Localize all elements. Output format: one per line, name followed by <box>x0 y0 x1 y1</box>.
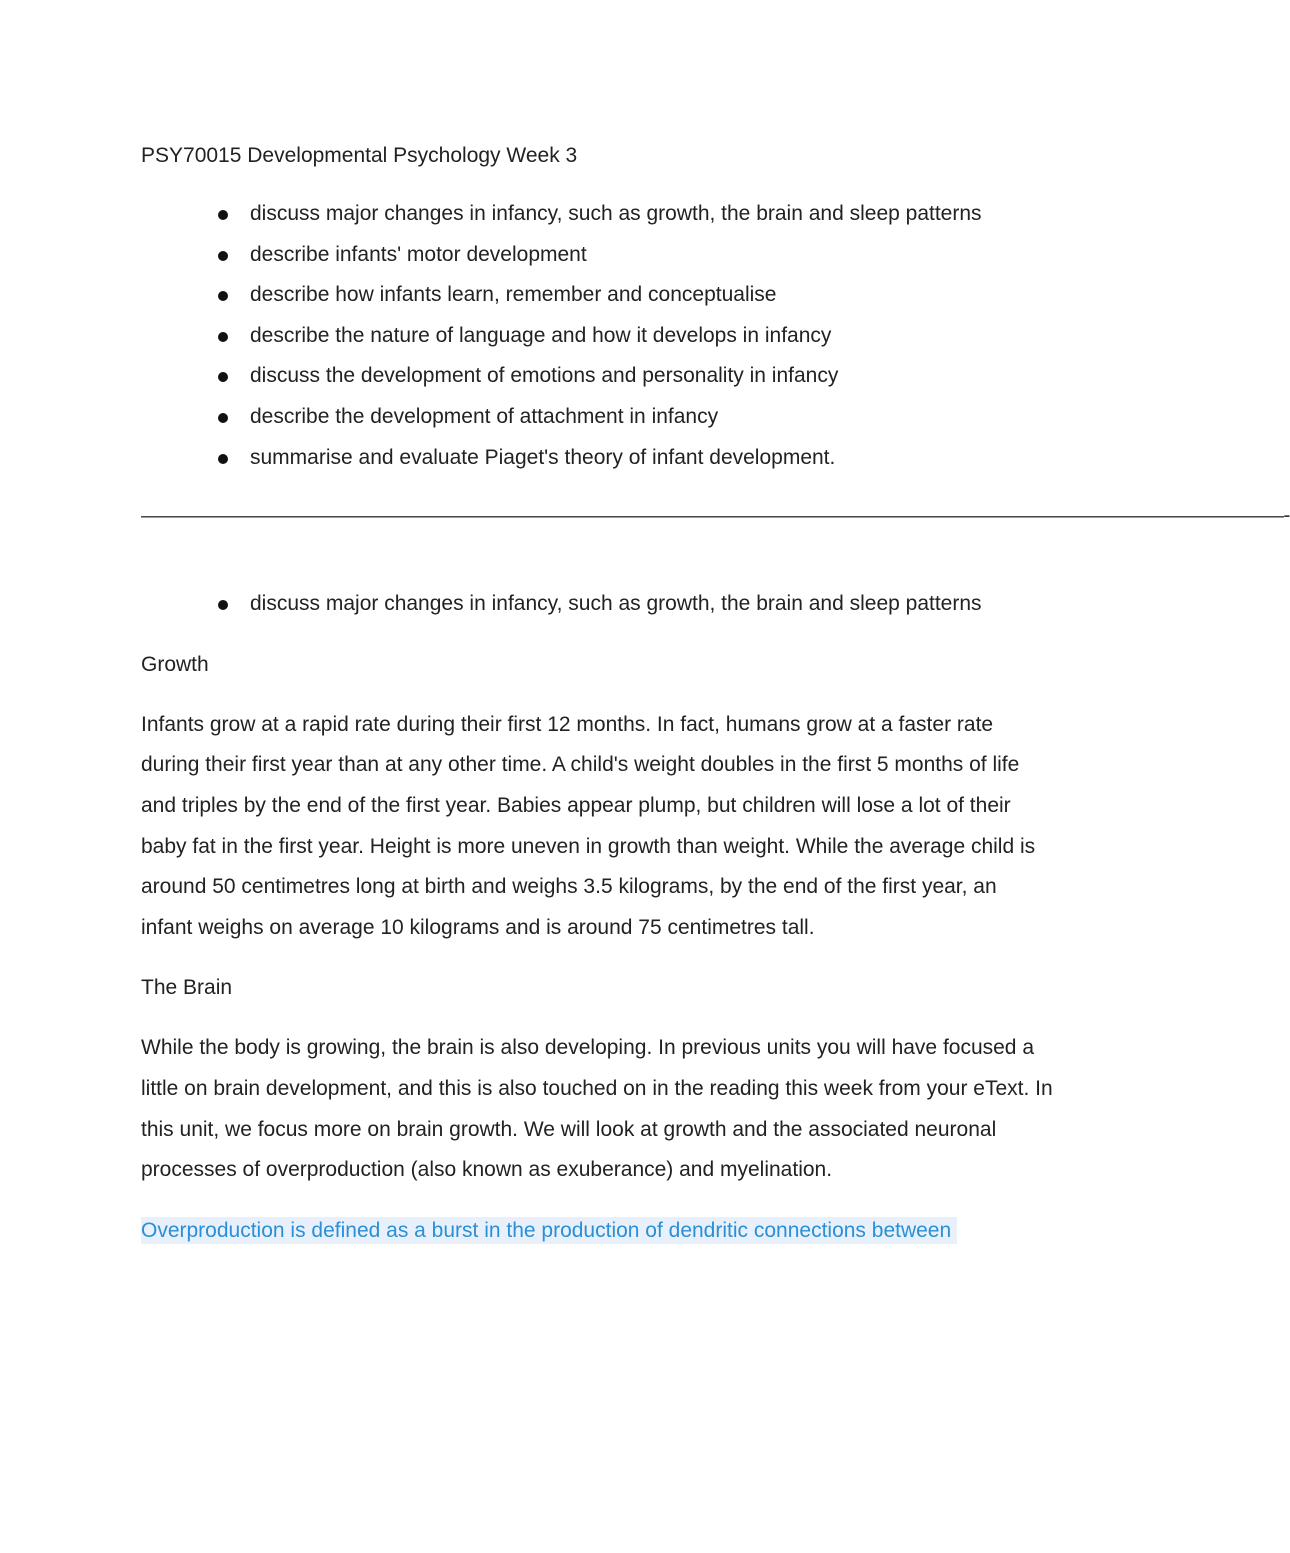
list-item <box>141 438 990 479</box>
document-page <box>141 136 1290 1251</box>
objective-text: summarise and evaluate Piaget's theory of infant development. <box>250 445 836 469</box>
bullet-icon <box>218 600 228 610</box>
bullet-icon <box>218 413 228 423</box>
section-bullet-list <box>141 584 1061 625</box>
bullet-icon <box>218 372 228 382</box>
document-title: PSY70015 Developmental Psychology Week 3 <box>141 144 578 167</box>
bullet-icon <box>218 454 228 464</box>
overproduction-highlight <box>141 1211 1053 1252</box>
objective-text: describe infants' motor development <box>250 242 587 266</box>
list-item <box>141 356 990 397</box>
section-divider: ————————————————————————————————————————————————————————- <box>141 504 1290 528</box>
brain-heading: The Brain <box>141 976 233 1000</box>
bullet-icon <box>218 251 228 261</box>
highlighted-text: Overproduction is defined as a burst in the production of dendritic connections between <box>141 1217 957 1244</box>
objectives-list <box>141 194 1061 478</box>
bullet-icon <box>218 291 228 301</box>
objective-text: discuss the development of emotions and personality in infancy <box>250 364 839 388</box>
list-item <box>141 397 990 438</box>
objective-text: describe the development of attachment in infancy <box>250 404 719 428</box>
objective-text: describe how infants learn, remember and conceptualise <box>250 283 777 307</box>
brain-paragraph: While the body is growing, the brain is also developing. In previous units you will have focused a little on brain development, and this is also touched on in the reading this week from your eText. In this unit, we focus more on brain growth. We will look at growth and the associated neuronal processes of overproduction (also known as exuberance) and myelination. <box>141 1036 1053 1182</box>
list-item <box>141 316 990 357</box>
list-item <box>141 275 990 316</box>
objective-text: discuss major changes in infancy, such as growth, the brain and sleep patterns <box>250 202 982 225</box>
list-item <box>141 235 990 276</box>
list-item <box>141 584 990 625</box>
bullet-icon <box>218 210 228 220</box>
section-bullet-text: discuss major changes in infancy, such as growth, the brain and sleep patterns <box>250 592 982 616</box>
bullet-icon <box>218 332 228 342</box>
objective-text: describe the nature of language and how it develops in infancy <box>250 323 832 347</box>
growth-heading: Growth <box>141 652 209 676</box>
growth-paragraph: Infants grow at a rapid rate during their first 12 months. In fact, humans grow at a faster rate during their first year than at any other time. A child's weight doubles in the first 5 months of life and triples by the end of the first year. Babies appear plump, but children will lose a lot of their baby fat in the first year. Height is more uneven in growth than weight. While the average child is around 50 centimetres long at birth and weighs 3.5 kilograms, by the end of the first year, an infant weighs on average 10 kilograms and is around 75 centimetres tall. <box>141 712 1036 939</box>
list-item <box>141 194 990 235</box>
